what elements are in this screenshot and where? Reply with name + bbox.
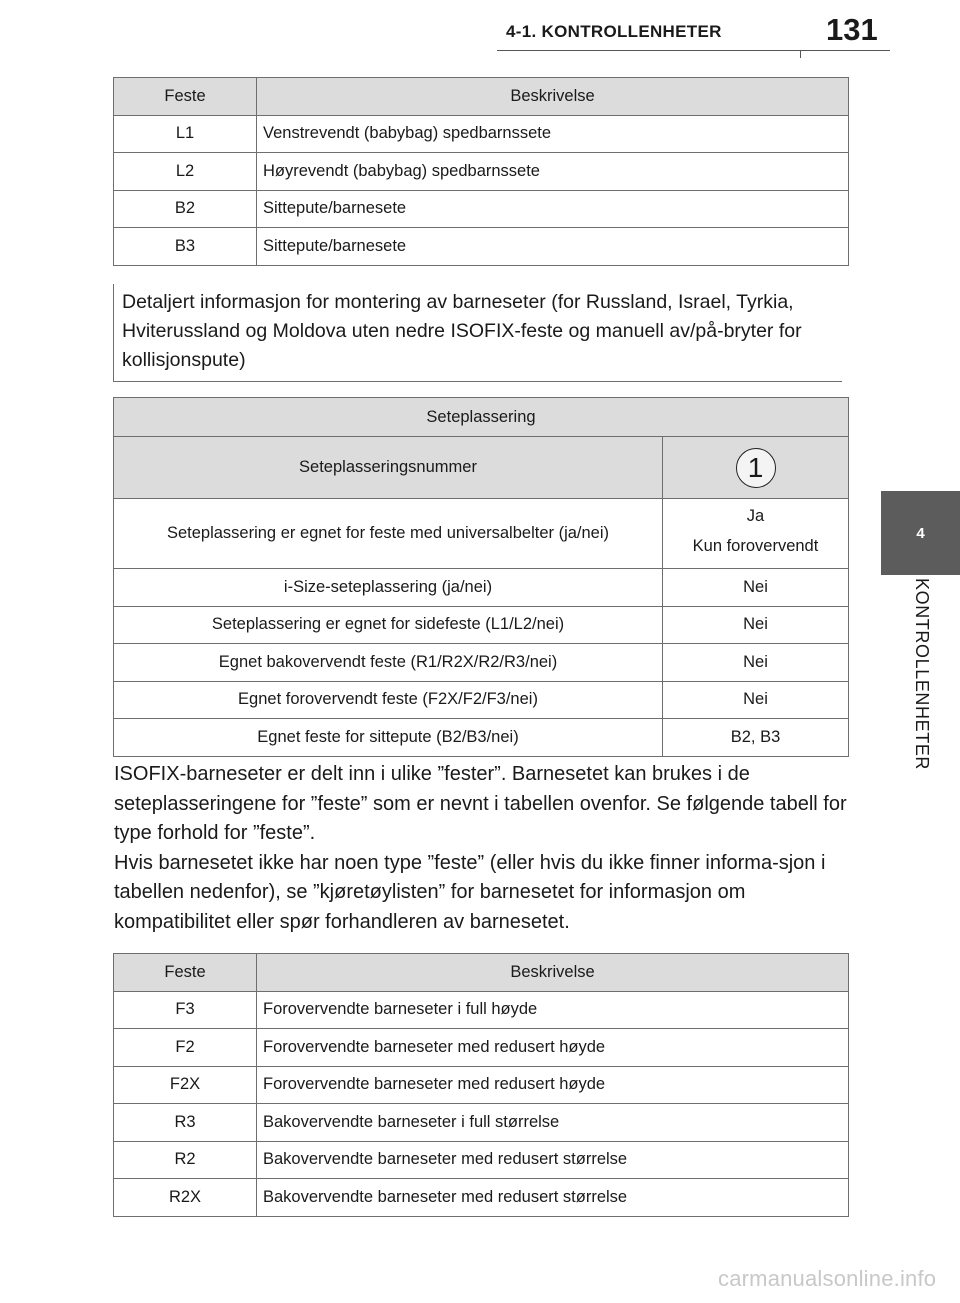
fixture-code: F2	[114, 1029, 257, 1067]
seat-answer	[663, 499, 849, 569]
fixture-description: Forovervendte barneseter i full høyde	[257, 991, 849, 1029]
table-row	[114, 681, 849, 719]
table-row	[114, 569, 849, 607]
table-row	[114, 991, 849, 1029]
table-row	[114, 1179, 849, 1217]
table-row	[114, 190, 849, 228]
table-row	[114, 606, 849, 644]
fixture-description: Forovervendte barneseter med redusert høyde	[257, 1066, 849, 1104]
column-header-beskrivelse: Beskrivelse	[257, 78, 849, 116]
fixture-code: F2X	[114, 1066, 257, 1104]
fixture-code: L2	[114, 153, 257, 191]
table-row	[114, 1029, 849, 1067]
fixture-code: F3	[114, 991, 257, 1029]
seat-answer: B2, B3	[663, 719, 849, 757]
seat-number-cell	[663, 437, 849, 499]
seat-number-circle-icon: 1	[736, 448, 776, 488]
seat-question: Egnet feste for sittepute (B2/B3/nei)	[114, 719, 663, 757]
fixture-description: Forovervendte barneseter med redusert høyde	[257, 1029, 849, 1067]
seat-question: Egnet bakovervendt feste (R1/R2X/R2/R3/nei)	[114, 644, 663, 682]
fixture-description: Sittepute/barnesete	[257, 190, 849, 228]
fixture-table-bottom	[113, 953, 849, 1217]
table-row	[114, 719, 849, 757]
body-text	[114, 760, 854, 937]
header-rule	[497, 50, 890, 51]
fixture-code: B3	[114, 228, 257, 266]
watermark: carmanualsonline.info	[718, 1266, 937, 1291]
table-row	[114, 228, 849, 266]
chapter-tab[interactable]	[881, 491, 960, 575]
seat-answer: Nei	[663, 681, 849, 719]
table-row	[114, 1104, 849, 1142]
section-title: 4-1. KONTROLLENHETER	[506, 22, 722, 41]
fixture-code: R2	[114, 1141, 257, 1179]
fixture-description: Bakovervendte barneseter med redusert størrelse	[257, 1179, 849, 1217]
table-row	[114, 1141, 849, 1179]
body-paragraph: ISOFIX-barneseter er delt inn i ulike ”fester”. Barnesetet kan brukes i de seteplasseringene for ”feste” som er nevnt i tabellen ovenfor. Se følgende tabell for type forhold for ”feste”.	[114, 763, 847, 844]
seat-table-title: Seteplassering	[114, 398, 849, 437]
fixture-code: B2	[114, 190, 257, 228]
fixture-description: Bakovervendte barneseter med redusert størrelse	[257, 1141, 849, 1179]
fixture-code: L1	[114, 115, 257, 153]
seat-question: Egnet forovervendt feste (F2X/F2/F3/nei)	[114, 681, 663, 719]
seat-answer-line: Ja	[746, 506, 765, 525]
chapter-number: 4	[916, 524, 925, 542]
table-row	[114, 115, 849, 153]
seat-question: Seteplassering er egnet for sidefeste (L1/L2/nei)	[114, 606, 663, 644]
seat-answer: Nei	[663, 644, 849, 682]
fixture-table-top	[113, 77, 849, 266]
fixture-description: Høyrevendt (babybag) spedbarnssete	[257, 153, 849, 191]
table-title-row	[114, 398, 849, 437]
table-header-row	[114, 954, 849, 992]
column-header-feste: Feste	[114, 954, 257, 992]
seat-number-label: Seteplasseringsnummer	[114, 437, 663, 499]
seat-question: i-Size-seteplassering (ja/nei)	[114, 569, 663, 607]
table-row	[114, 499, 849, 569]
page-number: 131	[826, 12, 878, 47]
body-paragraph: Hvis barnesetet ikke har noen type ”feste” (eller hvis du ikke finner informa-sjon i tabellen nedenfor), se ”kjøretøylisten” for barnesetet for informasjon om kompatibilitet eller spør forhandleren av barnesetet.	[114, 851, 826, 933]
header-rule-tick	[800, 50, 801, 58]
column-header-beskrivelse: Beskrivelse	[257, 954, 849, 992]
seat-answer-line: Kun forovervendt	[692, 536, 819, 555]
chapter-label: KONTROLLENHETER	[912, 578, 932, 771]
fixture-description: Venstrevendt (babybag) spedbarnssete	[257, 115, 849, 153]
seat-question: Seteplassering er egnet for feste med universalbelter (ja/nei)	[114, 499, 663, 569]
column-header-feste: Feste	[114, 78, 257, 116]
seat-answer: Nei	[663, 569, 849, 607]
fixture-description: Bakovervendte barneseter i full størrelse	[257, 1104, 849, 1142]
seat-position-table	[113, 397, 849, 757]
fixture-code: R3	[114, 1104, 257, 1142]
seat-number-row	[114, 437, 849, 499]
table-header-row	[114, 78, 849, 116]
seat-answer: Nei	[663, 606, 849, 644]
fixture-description: Sittepute/barnesete	[257, 228, 849, 266]
table-row	[114, 153, 849, 191]
table-row	[114, 1066, 849, 1104]
fixture-code: R2X	[114, 1179, 257, 1217]
info-box: Detaljert informasjon for montering av barneseter (for Russland, Israel, Tyrkia, Hviterussland og Moldova uten nedre ISOFIX-feste og manuell av/på-bryter for kollisjonspute)	[113, 284, 842, 382]
table-row	[114, 644, 849, 682]
